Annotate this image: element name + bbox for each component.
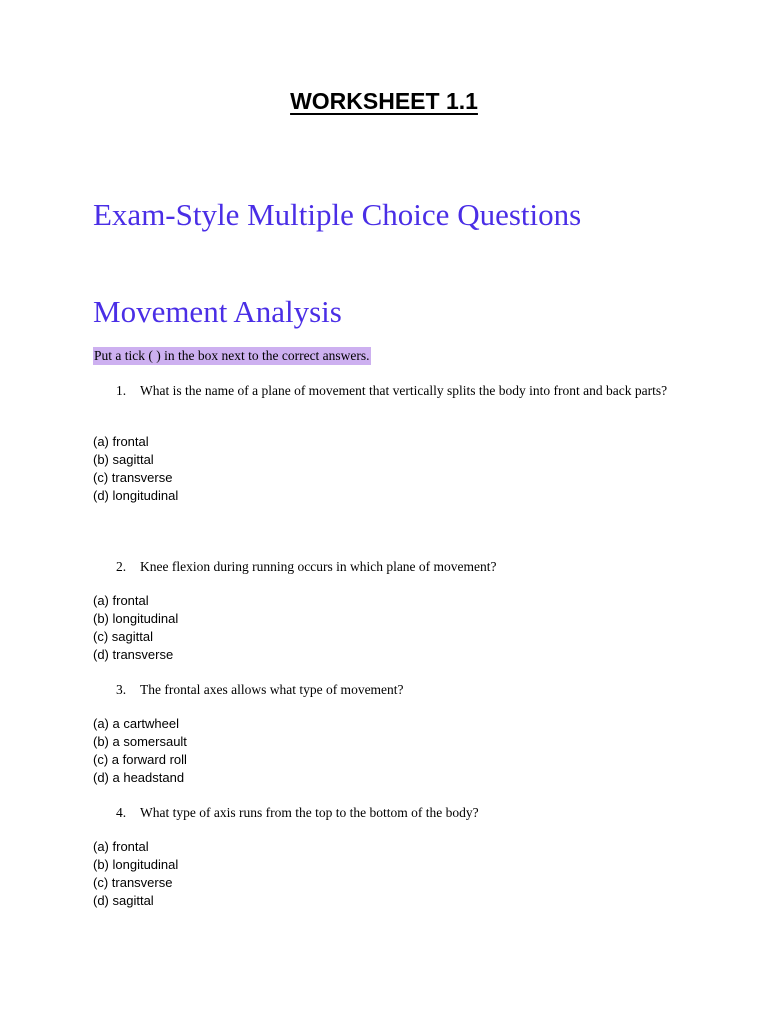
question-number: 1. [116,383,127,398]
answer-option: (a) a cartwheel [93,716,179,731]
answer-option: (b) a somersault [93,734,187,749]
instruction-text: Put a tick ( ) in the box next to the correct answers. [94,348,370,363]
answer-option: (d) a headstand [93,770,185,785]
question-3 [116,681,696,698]
answer-option: (c) a forward roll [93,752,187,767]
answer-option: (b) sagittal [93,452,154,467]
question-1 [116,382,696,399]
answer-option: (b) longitudinal [93,611,179,626]
question-number: 3. [116,682,127,697]
answer-option: (a) frontal [93,434,149,449]
question-2 [116,558,696,575]
answer-option: (d) transverse [93,647,174,662]
answer-option: (c) transverse [93,875,173,890]
section-heading: Exam-Style Multiple Choice Questions [93,197,582,232]
question-number: 4. [116,805,127,820]
answer-option: (d) sagittal [93,893,154,908]
answer-option: (c) sagittal [93,629,153,644]
answer-option: (d) longitudinal [93,488,179,503]
answer-option: (a) frontal [93,839,149,854]
question-text: Knee flexion during running occurs in which plane of movement? [140,559,497,574]
answer-options [93,715,187,787]
worksheet-title-text: WORKSHEET 1.1 [290,88,478,114]
answer-options [93,433,178,505]
question-number: 2. [116,559,127,574]
question-4 [116,804,696,821]
answer-option: (b) longitudinal [93,857,179,872]
question-text: The frontal axes allows what type of movement? [140,682,404,697]
answer-option: (c) transverse [93,470,173,485]
worksheet-title [0,88,768,115]
answer-option: (a) frontal [93,593,149,608]
answer-options [93,592,178,664]
topic-heading: Movement Analysis [93,294,342,329]
answer-options [93,838,178,910]
question-text: What type of axis runs from the top to the bottom of the body? [140,805,479,820]
question-text: What is the name of a plane of movement that vertically splits the body into front and back parts? [140,383,668,398]
